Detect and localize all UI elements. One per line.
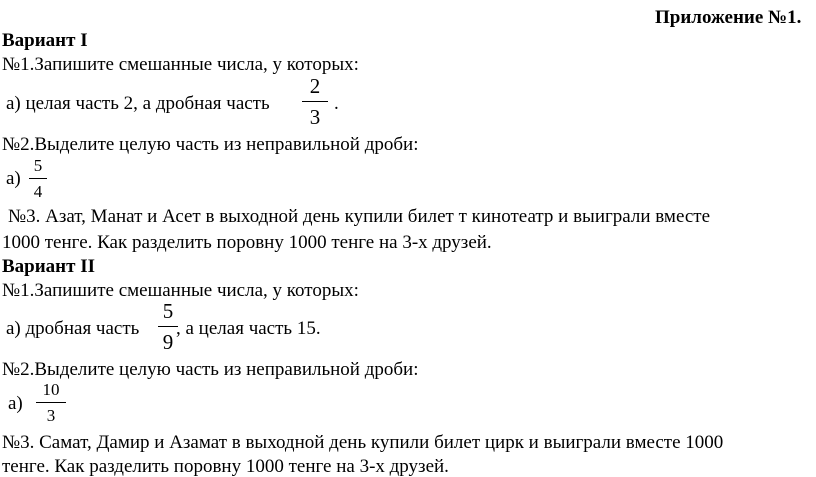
- fraction-denominator: 3: [46, 406, 56, 425]
- appendix-title: Приложение №1.: [655, 7, 802, 28]
- fraction-bar: [158, 326, 178, 327]
- variant-2-task-2-label: №2.Выделите целую часть из неправильной дроби:: [2, 359, 419, 380]
- fraction-denominator: 4: [33, 182, 43, 201]
- fraction-denominator: 9: [162, 330, 174, 354]
- fraction-numerator: 2: [309, 74, 321, 98]
- variant-1-task-1-label: №1.Запишите смешанные числа, у которых:: [2, 54, 359, 75]
- variant-2-task-1-item-a-end: , а целая часть 15.: [176, 318, 321, 339]
- fraction-denominator: 3: [309, 105, 321, 129]
- variant-1-task-1-fraction: [302, 76, 328, 128]
- variant-1-heading: Вариант I: [2, 30, 88, 51]
- variant-2-task-2-fraction: [36, 381, 66, 425]
- variant-2-heading: Вариант II: [2, 256, 96, 277]
- variant-1-task-2-fraction: [29, 157, 47, 201]
- fraction-bar: [36, 402, 66, 403]
- fraction-bar: [29, 178, 47, 179]
- variant-1-task-1-item-a-end: .: [334, 93, 339, 114]
- variant-2-task-1-fraction: [158, 301, 178, 353]
- variant-1-task-1-item-a: а) целая часть 2, а дробная часть: [6, 93, 270, 114]
- variant-2-task-2-item-a: а): [8, 393, 23, 414]
- variant-1-task-2-item-a: а): [6, 168, 21, 189]
- variant-2-task-3-line-2: тенге. Как разделить поровну 1000 тенге на 3-х друзей.: [2, 456, 449, 477]
- variant-2-task-3-line-1: №3. Самат, Дамир и Азамат в выходной день купили билет цирк и выиграли вместе 1000: [2, 432, 724, 453]
- fraction-numerator: 5: [162, 299, 174, 323]
- variant-2-task-1-label: №1.Запишите смешанные числа, у которых:: [2, 280, 359, 301]
- fraction-numerator: 5: [33, 156, 43, 175]
- variant-2-task-1-item-a: а) дробная часть: [6, 318, 140, 339]
- variant-1-task-3-line-2: 1000 тенге. Как разделить поровну 1000 тенге на 3-х друзей.: [2, 232, 492, 253]
- variant-1-task-2-label: №2.Выделите целую часть из неправильной дроби:: [2, 134, 419, 155]
- fraction-bar: [302, 101, 328, 102]
- variant-1-task-3-line-1: №3. Азат, Манат и Асет в выходной день купили билет т кинотеатр и выиграли вместе: [8, 206, 711, 227]
- fraction-numerator: 10: [42, 380, 60, 399]
